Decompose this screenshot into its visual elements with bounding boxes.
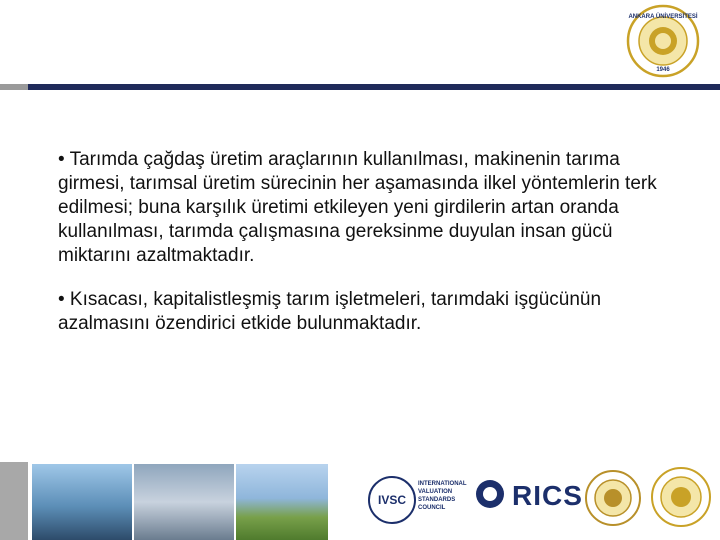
footer-side-strip bbox=[0, 462, 28, 540]
slide-body bbox=[58, 148, 678, 356]
ivsc-logo: IVSC bbox=[368, 476, 416, 524]
towers-photo bbox=[134, 464, 234, 540]
farmland-photo bbox=[236, 464, 328, 540]
ivsc-name: INTERNATIONAL VALUATION STANDARDS COUNCIL bbox=[418, 481, 467, 511]
bullet-paragraph-1: • Tarımda çağdaş üretim araçlarının kullanılması, makinenin tarıma girmesi, tarımsal üretim sürecinin her aşamasında ilkel yöntemlerin terk edilmesi; buna karşılık üretimi etkileyen yeni girdilerin artan oranda kullanılması, tarımda çalışmasına gereksinme duyulan insan gücü miktarını azaltmaktadır. bbox=[58, 149, 657, 266]
svg-text:ANKARA ÜNİVERSİTESİ: ANKARA ÜNİVERSİTESİ bbox=[628, 14, 698, 20]
svg-text:1946: 1946 bbox=[656, 67, 670, 73]
rics-wordmark: RICS bbox=[512, 480, 583, 511]
bullet-paragraph-2: • Kısacası, kapitalistleşmiş tarım işletmeleri, tarımdaki işgücünün azalmasını özendirici etkide bulunmaktadır. bbox=[58, 289, 602, 334]
university-seal-logo bbox=[624, 4, 702, 78]
footer-logos bbox=[360, 462, 720, 540]
rics-lion-icon bbox=[472, 474, 508, 518]
top-left-accent-bar bbox=[0, 84, 28, 90]
ankara-university-seal-icon bbox=[650, 464, 712, 530]
city-skyline-photo bbox=[32, 464, 132, 540]
rics-logo bbox=[472, 474, 582, 524]
partner-seal-icon bbox=[584, 468, 642, 528]
header-rule bbox=[28, 84, 720, 90]
